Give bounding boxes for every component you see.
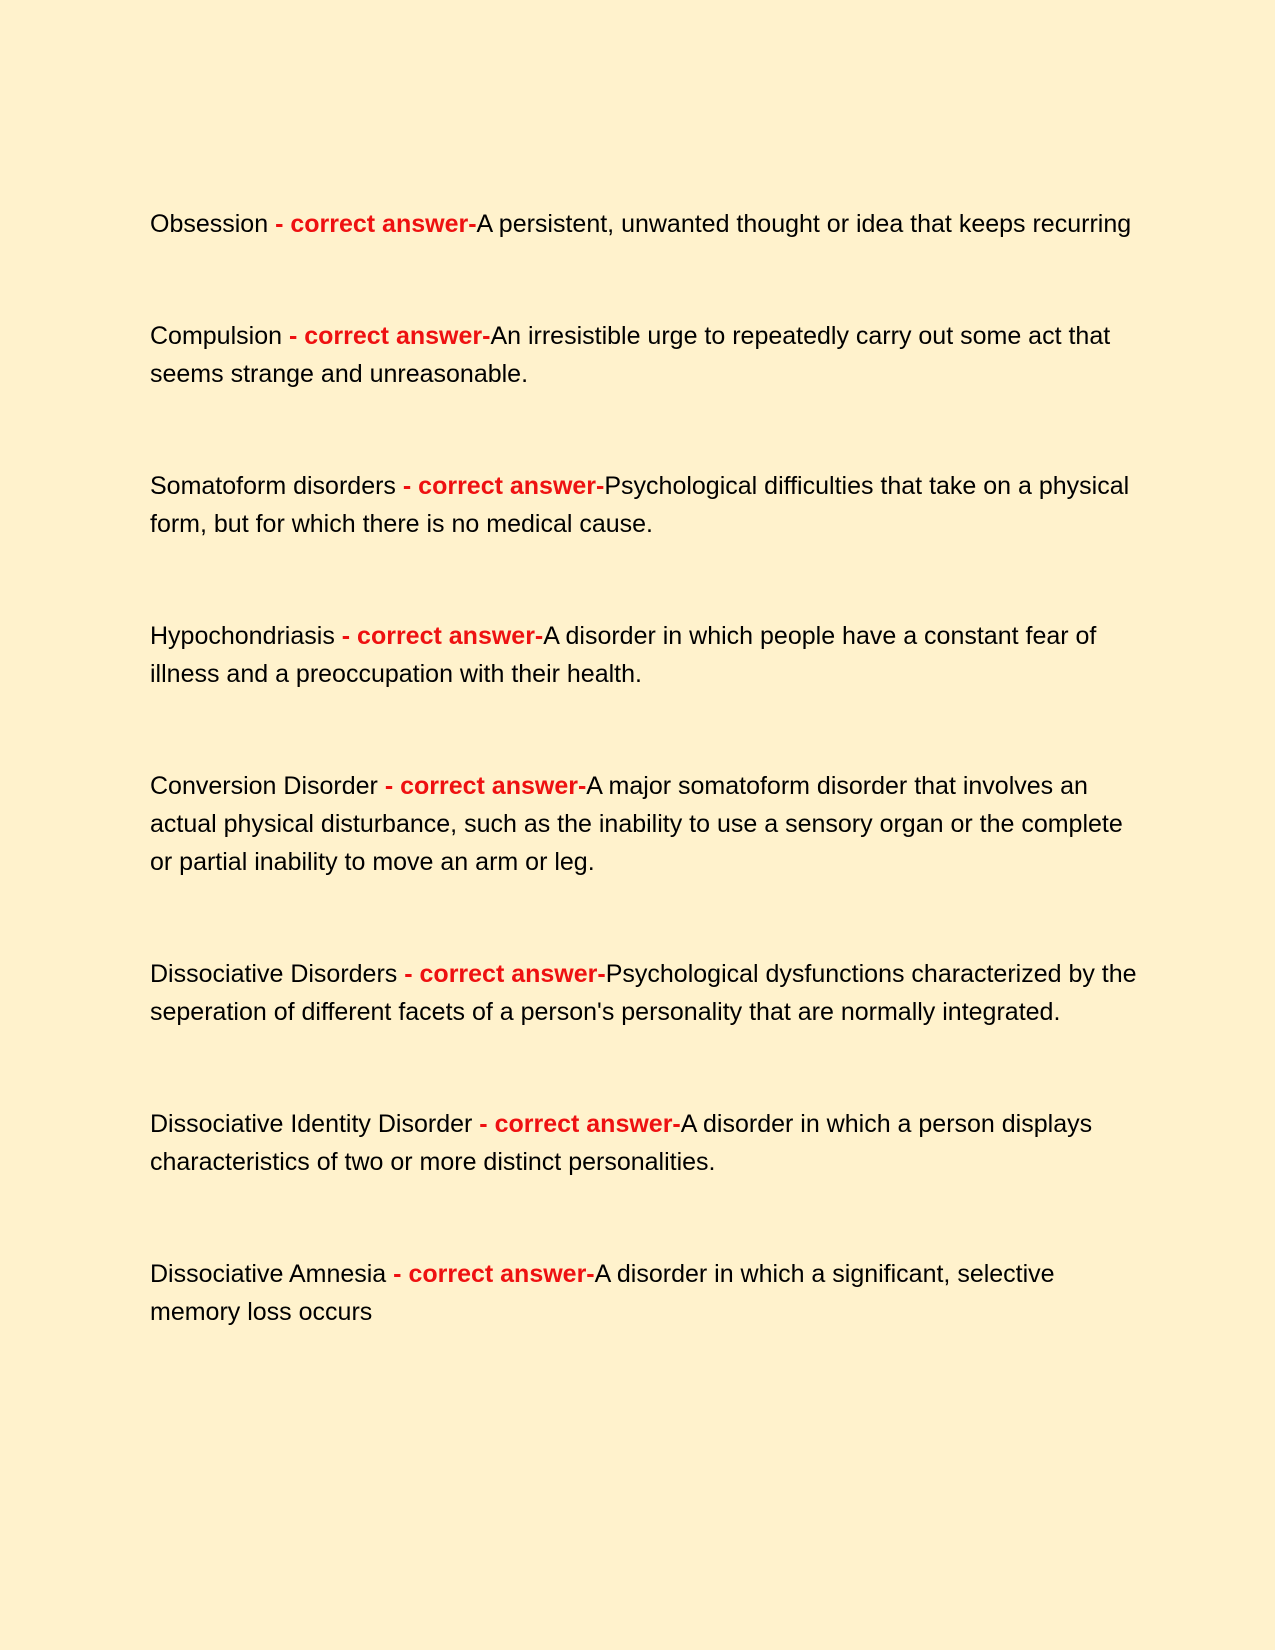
term: Somatoform disorders — [150, 472, 396, 500]
definition: A disorder in which a person displays characteristics of two or more distinct personalities. — [150, 1110, 1093, 1176]
flashcard-entry-hypochondriasis — [150, 617, 1140, 693]
term: Compulsion — [150, 322, 283, 350]
definition: A disorder in which people have a constant fear of illness and a preoccupation with their health. — [150, 622, 1097, 688]
flashcard-entry-conversion-disorder — [150, 767, 1140, 881]
answer-marker: - correct answer- — [384, 772, 587, 800]
definition: A persistent, unwanted thought or idea that keeps recurring — [476, 210, 1132, 238]
answer-marker: - correct answer- — [275, 210, 477, 238]
flashcard-entry-compulsion — [150, 317, 1140, 393]
flashcard-entry-obsession — [150, 205, 1140, 243]
answer-marker: - correct answer- — [479, 1110, 681, 1138]
answer-marker: - correct answer- — [288, 322, 491, 350]
answer-marker: - correct answer- — [404, 960, 606, 988]
flashcard-entry-dissociative-disorders — [150, 955, 1140, 1031]
term: Hypochondriasis — [150, 622, 335, 650]
flashcard-entry-dissociative-identity-disorder — [150, 1105, 1140, 1181]
term: Dissociative Amnesia — [150, 1260, 387, 1288]
answer-marker: - correct answer- — [341, 622, 544, 650]
term: Obsession — [150, 210, 269, 238]
term: Dissociative Disorders — [150, 960, 398, 988]
answer-marker: - correct answer- — [393, 1260, 595, 1288]
definition: An irresistible urge to repeatedly carry out some act that seems strange and unreasonable. — [150, 322, 1111, 388]
term: Dissociative Identity Disorder — [150, 1110, 473, 1138]
definition: Psychological dysfunctions characterized by the seperation of different facets of a person's personality that are normally integrated. — [150, 960, 1137, 1026]
flashcard-entry-dissociative-amnesia — [150, 1255, 1140, 1331]
definition: Psychological difficulties that take on a physical form, but for which there is no medical cause. — [150, 472, 1130, 538]
flashcard-entry-somatoform-disorders — [150, 467, 1140, 543]
term: Conversion Disorder — [150, 772, 378, 800]
definition: A disorder in which a significant, selective memory loss occurs — [150, 1260, 1055, 1326]
definition: A major somatoform disorder that involves an actual physical disturbance, such as the inability to use a sensory organ or the complete or partial inability to move an arm or leg. — [150, 772, 1123, 876]
answer-marker: - correct answer- — [402, 472, 605, 500]
